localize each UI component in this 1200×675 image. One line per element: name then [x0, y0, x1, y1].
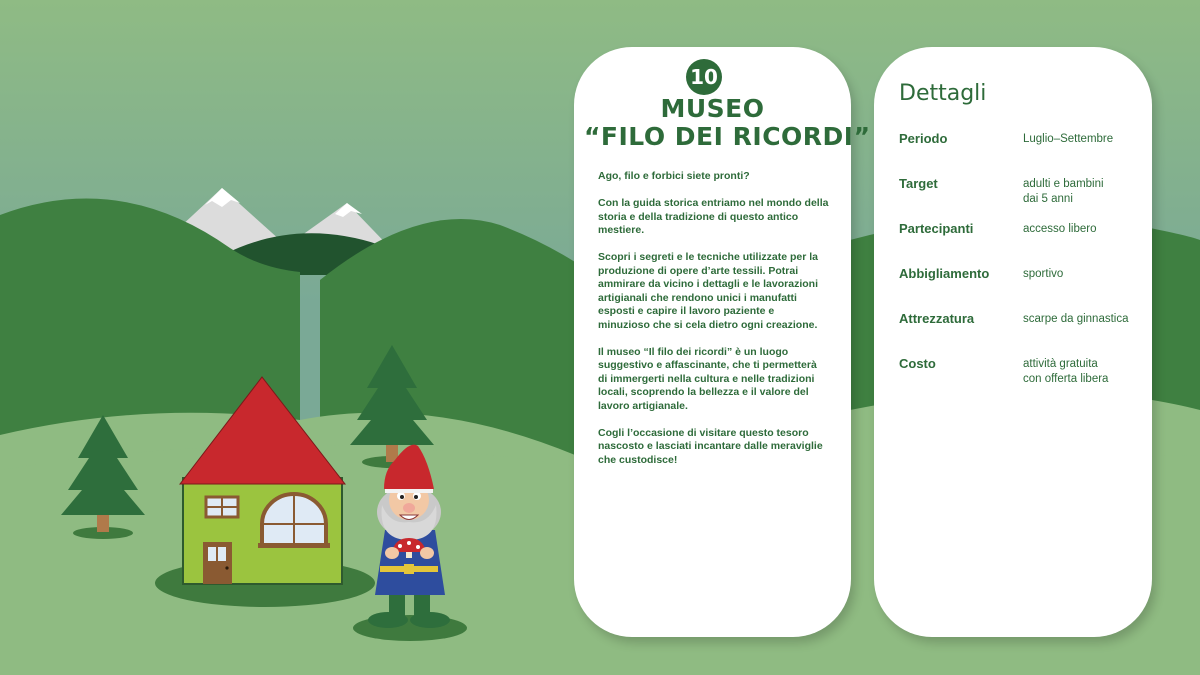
event-title-line2: “FILO DEI RICORDI”: [584, 122, 871, 151]
detail-value: scarpe da ginnastica: [1023, 313, 1129, 325]
detail-row-abbigliamento: [899, 266, 1139, 306]
detail-value: accesso libero: [1023, 223, 1097, 235]
detail-value: adulti e bambini dai 5 anni: [1023, 178, 1104, 205]
detail-label: Partecipanti: [899, 221, 974, 236]
event-title-line1: MUSEO: [660, 94, 765, 123]
detail-label: Periodo: [899, 131, 948, 146]
event-paragraph: Con la guida storica entriamo nel mondo della storia e della tradizione di questo antico mestiere.: [598, 197, 829, 236]
detail-value: sportivo: [1023, 268, 1064, 280]
detail-label: Abbigliamento: [899, 266, 990, 281]
event-paragraph: Il museo “Il filo dei ricordi” è un luogo suggestivo e affascinante, che ti permetterà di immergerti nella cultura e nelle tradizioni locali, scoprendo la bellezza e il valore del lavoro artigianale.: [598, 345, 817, 412]
event-description: [598, 170, 829, 481]
event-paragraph: Ago, filo e forbici siete pronti?: [598, 170, 750, 182]
detail-row-costo: [899, 356, 1139, 396]
detail-row-target: [899, 176, 1139, 216]
detail-value: Luglio–Settembre: [1023, 133, 1114, 145]
details-card: [874, 47, 1152, 637]
detail-label: Costo: [899, 356, 936, 371]
details-title: Dettagli: [899, 81, 987, 106]
detail-label: Attrezzatura: [899, 311, 975, 326]
event-number-badge: 10: [686, 59, 722, 95]
detail-label: Target: [899, 176, 938, 191]
detail-row-periodo: [899, 131, 1139, 171]
detail-row-attrezzatura: [899, 311, 1139, 351]
event-paragraph: Scopri i segreti e le tecniche utilizzate per la produzione di opere d’arte tessili. Potrai ammirare da vicino i dettagli e le lavorazioni artigianali che rendono unici i manufatti esposti e capire il lavoro paziente e minuzioso che si cela dietro ogni creazione.: [598, 251, 818, 331]
detail-value: attività gratuita con offerta libera: [1023, 358, 1109, 385]
detail-row-partecipanti: [899, 221, 1139, 261]
event-card: [574, 47, 871, 637]
event-title: [584, 94, 871, 151]
event-paragraph: Cogli l’occasione di visitare questo tesoro nascosto e lasciati incantare dalle meraviglie che custodisce!: [598, 426, 823, 466]
